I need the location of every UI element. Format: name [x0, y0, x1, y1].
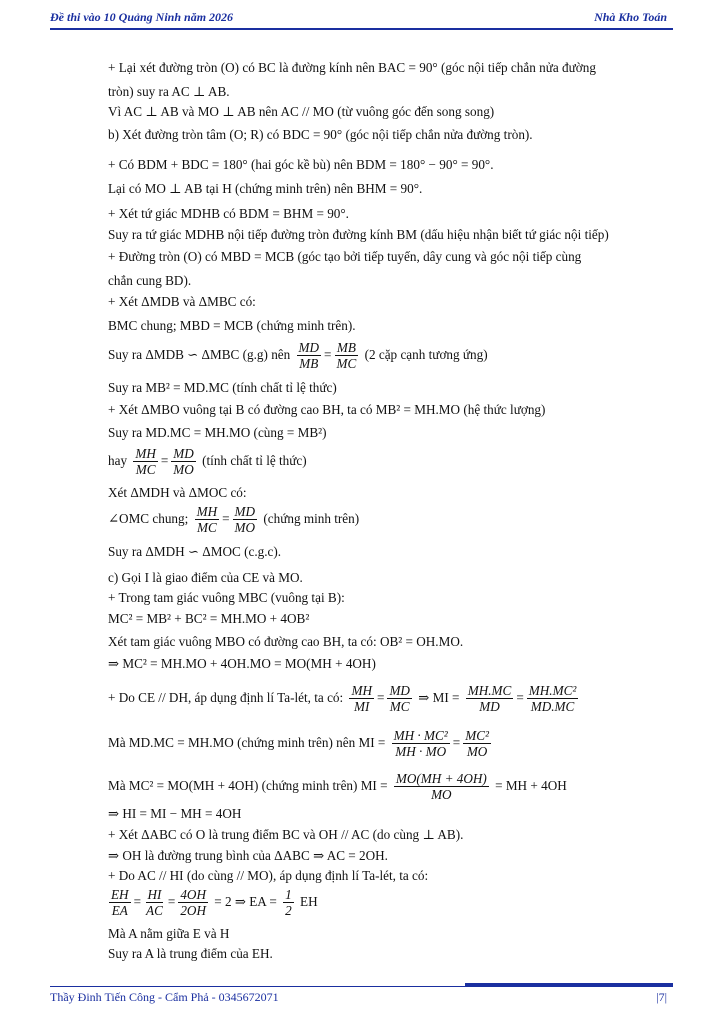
text-line: + Trong tam giác vuông MBC (vuông tại B):: [108, 590, 345, 605]
numerator: HI: [147, 887, 162, 903]
text-line: BMC chung; MBD = MCB (chứng minh trên).: [108, 318, 356, 333]
numerator: MH · MC²: [393, 728, 448, 744]
numerator: MD: [234, 504, 256, 520]
denominator: MD.MC: [530, 699, 575, 715]
denominator: AC: [146, 903, 163, 919]
numerator: MH: [135, 446, 156, 462]
denominator: MO: [466, 744, 488, 760]
formula-line: Mà MD.MC = MH.MO (chứng minh trên) nên MI = $\frac{\text{MH · MC²}}{MH \cdot MO}$ = $\frac{\text{MC²}}{MO}$: [108, 728, 489, 760]
text-segment: (2 cặp cạnh tương ứng): [364, 347, 488, 362]
text-line: + Có BDM + BDC = 180° (hai góc kề bù) nên BDM = 180° − 90° = 90°.: [108, 157, 494, 172]
text-line: tròn) suy ra AC ⊥ AB.: [108, 84, 230, 99]
text-line: + Đường tròn (O) có MBD = MCB (góc tạo bởi tiếp tuyến, dây cung và góc nội tiếp cùng: [108, 249, 582, 264]
footer-author: Thầy Đinh Tiến Công - Cẩm Phả - 0345672071: [50, 990, 279, 1004]
fraction: [392, 728, 450, 759]
numerator: MH: [351, 683, 372, 699]
fraction: [394, 771, 489, 802]
text-line: + Do AC // HI (do cùng // MO), áp dụng định lí Ta-lét, ta có:: [108, 868, 429, 883]
fraction: [387, 683, 412, 714]
header-rule: [50, 28, 673, 30]
text-line: Suy ra A là trung điểm của EH.: [108, 946, 273, 961]
text-segment: (tính chất tỉ lệ thức): [202, 453, 307, 468]
denominator: MC: [389, 699, 410, 715]
formula-line: $\frac{EH}{EA}$ = $\frac{HI}{AC}$ = $\frac{4OH}{2OH}$ = 2 ⇒ EA = $\frac{1}{2}$ EH: [111, 887, 318, 919]
text-line: + Xét ΔABC có O là trung điểm BC và OH // AC (do cùng ⊥ AB).: [108, 827, 464, 842]
header-title: Đề thi vào 10 Quảng Ninh năm 2026: [50, 10, 234, 24]
fraction: [527, 683, 579, 714]
text-segment: = 2 ⇒ EA =: [214, 894, 277, 909]
fraction: [171, 446, 196, 477]
fraction: [109, 887, 131, 918]
denominator: EA: [111, 903, 128, 919]
formula-line: + Do CE // DH, áp dụng định lí Ta-lét, ta có: $\frac{MH}{MI}$ = $\frac{MD}{MC}$ ⇒ MI = $\frac{MH.MC}{MD}$ = $\frac{\text{MH.MC²}}{MD.MC}$: [108, 683, 577, 715]
numerator: MO(MH + 4OH): [395, 771, 487, 787]
text-segment: ∠OMC chung;: [108, 511, 189, 526]
fraction: [233, 504, 258, 535]
numerator: MD: [298, 340, 320, 356]
text-segment: = MH + 4OH: [495, 778, 567, 793]
text-line: + Xét tứ giác MDHB có BDM = BHM = 90°.: [108, 206, 349, 221]
fraction: [463, 728, 491, 759]
text-line: ⇒ OH là đường trung bình của ΔABC ⇒ AC = 2OH.: [108, 848, 388, 863]
text-line: Xét ΔMDH và ΔMOC có:: [108, 485, 247, 500]
formula-line: [108, 768, 669, 804]
denominator: MO: [173, 462, 194, 478]
text-line: + Lại xét đường tròn (O) có BC là đường kính nên BAC = 90° (góc nội tiếp chắn nửa đường: [108, 60, 596, 75]
footer-rule: [50, 986, 673, 987]
denominator: MC: [336, 356, 357, 372]
text-segment: Suy ra ΔMDB ∽ ΔMBC (g.g) nên: [108, 347, 291, 362]
numerator: MH: [196, 504, 218, 520]
numerator: MB: [336, 340, 356, 356]
fraction: [144, 887, 165, 918]
fraction: [178, 887, 208, 918]
denominator: MC: [196, 520, 217, 536]
denominator: 2OH: [180, 903, 206, 919]
formula-line: Suy ra ΔMDB ∽ ΔMBC (g.g) nên $\frac{MD}{MB}$ = $\frac{MB}{MC}$ (2 cặp cạnh tương ứng): [108, 340, 488, 372]
text-line: MC² = MB² + BC² = MH.MO + 4OB²: [108, 611, 310, 626]
page-number: |7|: [656, 990, 667, 1004]
text-line: Suy ra tứ giác MDHB nội tiếp đường tròn đường kính BM (dấu hiệu nhận biết tứ giác nội tiếp): [108, 227, 609, 242]
text-line: Suy ra MD.MC = MH.MO (cùng = MB²): [108, 425, 327, 440]
text-segment: Mà MC² = MO(MH + 4OH) (chứng minh trên) MI =: [108, 778, 388, 793]
formula-line: hay $\frac{MH}{MC}$ = $\frac{MD}{MO}$ (tính chất tỉ lệ thức): [108, 446, 307, 478]
denominator: MO: [234, 520, 256, 536]
text-segment: (chứng minh trên): [263, 511, 360, 526]
formula-line: ∠OMC chung; $\frac{MH}{MC}$ = $\frac{MD}{MO}$ (chứng minh trên): [108, 504, 360, 536]
text-line: Suy ra ΔMDH ∽ ΔMOC (c.g.c).: [108, 544, 282, 559]
numerator: MC²: [465, 728, 489, 744]
text-line: Lại có MO ⊥ AB tại H (chứng minh trên) nên BHM = 90°.: [108, 181, 423, 196]
fraction: [466, 683, 514, 714]
numerator: 4OH: [180, 887, 206, 903]
numerator: MD: [173, 446, 194, 462]
text-line: + Xét ΔMBO vuông tại B có đường cao BH, ta có MB² = MH.MO (hệ thức lượng): [108, 402, 546, 417]
denominator: 2: [285, 903, 292, 919]
fraction: [133, 446, 158, 477]
text-line: Vì AC ⊥ AB và MO ⊥ AB nên AC // MO (từ vuông góc đến song song): [108, 104, 495, 119]
denominator: MH · MO: [395, 744, 447, 760]
denominator: MC: [135, 462, 156, 478]
text-line: c) Gọi I là giao điểm của CE và MO.: [108, 570, 303, 585]
text-line: Suy ra MB² = MD.MC (tính chất tỉ lệ thức): [108, 380, 337, 395]
fraction: [334, 340, 358, 371]
text-line: b) Xét đường tròn tâm (O; R) có BDC = 90° (góc nội tiếp chắn nửa đường tròn).: [108, 127, 533, 142]
text-segment: EH: [300, 894, 318, 909]
header-brand: Nhà Kho Toán: [594, 10, 667, 24]
numerator: EH: [111, 887, 129, 903]
fraction: [283, 887, 294, 918]
text-line: ⇒ MC² = MH.MO + 4OH.MO = MO(MH + 4OH): [108, 656, 376, 671]
denominator: MI: [354, 699, 370, 715]
numerator: 1: [285, 887, 292, 903]
denominator: MB: [299, 356, 319, 372]
text-segment: hay: [108, 453, 128, 468]
fraction: [349, 683, 374, 714]
numerator: MH.MC: [467, 683, 512, 699]
fraction: [195, 504, 220, 535]
text-line: + Xét ΔMDB và ΔMBC có:: [108, 294, 256, 309]
text-segment: ⇒ MI =: [418, 690, 460, 705]
text-segment: Mà MD.MC = MH.MO (chứng minh trên) nên MI =: [108, 735, 386, 750]
text-line: Xét tam giác vuông MBO có đường cao BH, ta có: OB² = OH.MO.: [108, 634, 464, 649]
text-line: chắn cung BD).: [108, 273, 192, 288]
text-line: ⇒ HI = MI − MH = 4OH: [108, 806, 242, 821]
denominator: MO: [431, 787, 452, 803]
numerator: MH.MC²: [528, 683, 577, 699]
text-segment: + Do CE // DH, áp dụng định lí Ta-lét, ta có:: [108, 690, 344, 705]
denominator: MD: [479, 699, 500, 715]
text-line: Mà A nằm giữa E và H: [108, 926, 230, 941]
fraction: [297, 340, 322, 371]
numerator: MD: [389, 683, 410, 699]
